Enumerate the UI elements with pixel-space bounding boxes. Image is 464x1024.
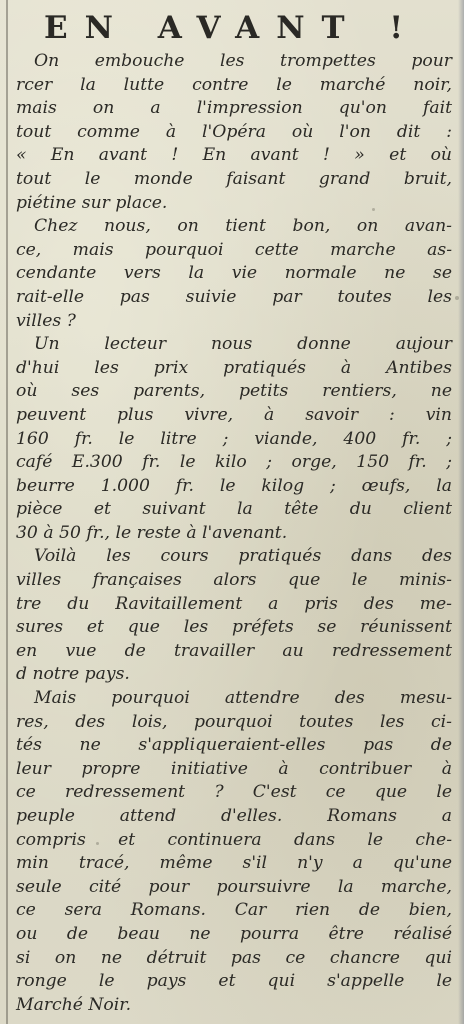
headline: EN AVANT !: [43, 10, 421, 46]
column-rule: [6, 0, 8, 1024]
text-line: seule cité pour poursuivre la marche,: [16, 876, 452, 897]
text-line: villes ?: [16, 310, 76, 331]
paragraph: [16, 687, 452, 1017]
print-speck: [455, 296, 459, 300]
text-line: sures et que les préfets se réunissent: [16, 617, 452, 638]
text-line: ronge le pays et qui s'appelle le: [16, 971, 452, 992]
article-body: [16, 50, 452, 1017]
text-line: ce sera Romans. Car rien de bien,: [16, 900, 452, 921]
text-line: compris et continuera dans le che-: [16, 829, 452, 850]
text-line: tre du Ravitaillement a pris des me-: [16, 593, 452, 614]
text-line: rait-elle pas suivie par toutes les: [16, 286, 452, 307]
text-line: leur propre initiative à contribuer à: [16, 758, 452, 779]
text-line: café E.300 fr. le kilo ; orge, 150 fr. ;: [16, 452, 452, 473]
text-line: beurre 1.000 fr. le kilog ; œufs, la: [16, 475, 452, 496]
text-line: ce, mais pourquoi cette marche as-: [16, 239, 452, 260]
print-speck: [96, 842, 99, 845]
paragraph: [16, 333, 452, 545]
text-line: ou de beau ne pourra être réalisé: [16, 923, 452, 944]
text-line: Un lecteur nous donne aujour: [34, 334, 452, 355]
text-line: peuple attend d'elles. Romans a: [16, 806, 452, 826]
paragraph: [16, 50, 452, 215]
text-line: villes françaises alors que le minis-: [16, 570, 452, 591]
text-line: où ses parents, petits rentiers, ne: [16, 381, 452, 402]
text-line: si on ne détruit pas ce chancre qui: [16, 947, 452, 968]
text-line: Mais pourquoi attendre des mesu-: [34, 688, 452, 709]
text-line: 160 fr. le litre ; viande, 400 fr. ;: [16, 428, 452, 449]
text-line: Marché Noir.: [16, 994, 132, 1015]
text-line: peuvent plus vivre, à savoir : vin: [16, 404, 452, 425]
scan-edge: [458, 0, 464, 1024]
text-line: d notre pays.: [16, 664, 130, 685]
text-line: 30 à 50 fr., le reste à l'avenant.: [16, 522, 288, 543]
text-line: Chez nous, on tient bon, on avan-: [34, 216, 452, 237]
text-line: mais on a l'impression qu'on fait: [16, 98, 452, 119]
text-line: ce redressement ? C'est ce que le: [16, 782, 452, 803]
text-line: pièce et suivant la tête du client: [16, 499, 452, 520]
text-line: en vue de travailler au redressement: [16, 640, 452, 661]
text-line: d'hui les prix pratiqués à Antibes: [16, 357, 452, 378]
text-line: rcer la lutte contre le marché noir,: [16, 74, 452, 95]
text-line: min tracé, même s'il n'y a qu'une: [16, 853, 452, 874]
text-line: cendante vers la vie normale ne se: [16, 263, 452, 284]
text-line: On embouche les trompettes pour: [34, 51, 452, 71]
text-line: tout comme à l'Opéra où l'on dit :: [16, 121, 452, 142]
text-line: « En avant ! En avant ! » et où: [16, 145, 452, 166]
text-line: tés ne s'appliqueraient-elles pas de: [16, 735, 452, 756]
text-line: tout le monde faisant grand bruit,: [16, 168, 452, 189]
print-speck: [372, 208, 375, 211]
text-line: res, des lois, pourquoi toutes les ci-: [16, 711, 452, 732]
text-line: piétine sur place.: [16, 192, 168, 213]
paragraph: [16, 545, 452, 687]
paragraph: [16, 215, 452, 333]
text-line: Voilà les cours pratiqués dans des: [34, 546, 452, 567]
